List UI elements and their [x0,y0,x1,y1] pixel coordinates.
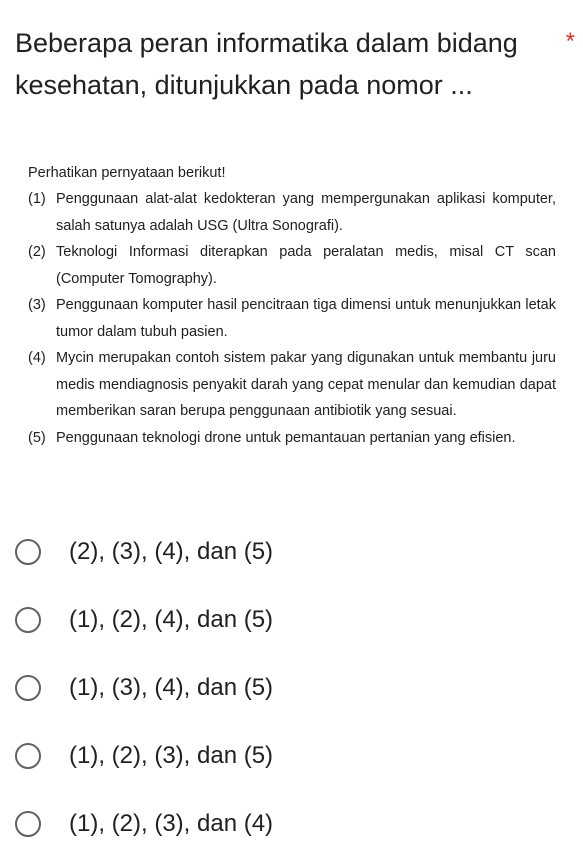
statement-number: (5) [28,429,46,446]
statement-text: Mycin merupakan contoh sistem pakar yang digunakan untuk membantu juru medis mendiagnosis penyakit darah yang cepat menular dan kemudian dapat memberikan saran berupa penggunaan antibiotik yang sesuai. [56,350,556,419]
statement-text: Penggunaan komputer hasil pencitraan tiga dimensi untuk menunjukkan letak tumor dalam tubuh pasien. [56,297,556,340]
radio-button[interactable] [15,811,41,837]
radio-button[interactable] [15,539,41,565]
radio-button[interactable] [15,607,41,633]
statement-number: (3) [28,297,46,313]
option-label[interactable]: (1), (2), (3), dan (5) [69,742,274,769]
question-title: Beberapa peran informatika dalam bidang kesehatan, ditunjukkan pada nomor ... [15,28,518,100]
statement-item [28,239,556,292]
answer-options [15,518,575,858]
statement-text: Penggunaan teknologi drone untuk pemantauan pertanian yang efisien. [56,429,516,446]
option-1[interactable] [15,518,575,586]
option-3[interactable] [15,654,575,722]
statement-item [28,345,556,425]
statement-item [28,292,556,345]
option-label[interactable]: (1), (2), (4), dan (5) [69,606,274,633]
statement-number: (2) [28,244,46,260]
option-label[interactable]: (2), (3), (4), dan (5) [69,538,274,565]
required-marker: * [565,28,575,55]
statement-text: Penggunaan alat-alat kedokteran yang mempergunakan aplikasi komputer, salah satunya adalah USG (Ultra Sonografi). [56,191,556,234]
radio-button[interactable] [15,743,41,769]
statement-text: Teknologi Informasi diterapkan pada peralatan medis, misal CT scan (Computer Tomography). [56,244,556,287]
option-2[interactable] [15,586,575,654]
statement-number: (1) [28,191,46,207]
statement-number: (4) [28,350,46,366]
option-label[interactable]: (1), (3), (4), dan (5) [69,674,274,701]
statement-intro: Perhatikan pernyataan berikut! [28,165,226,181]
option-4[interactable] [15,722,575,790]
statement-item [28,186,556,239]
option-label[interactable]: (1), (2), (3), dan (4) [69,810,274,837]
option-5[interactable] [15,790,575,858]
statement-image [28,160,556,451]
statement-item [28,425,556,452]
radio-button[interactable] [15,675,41,701]
